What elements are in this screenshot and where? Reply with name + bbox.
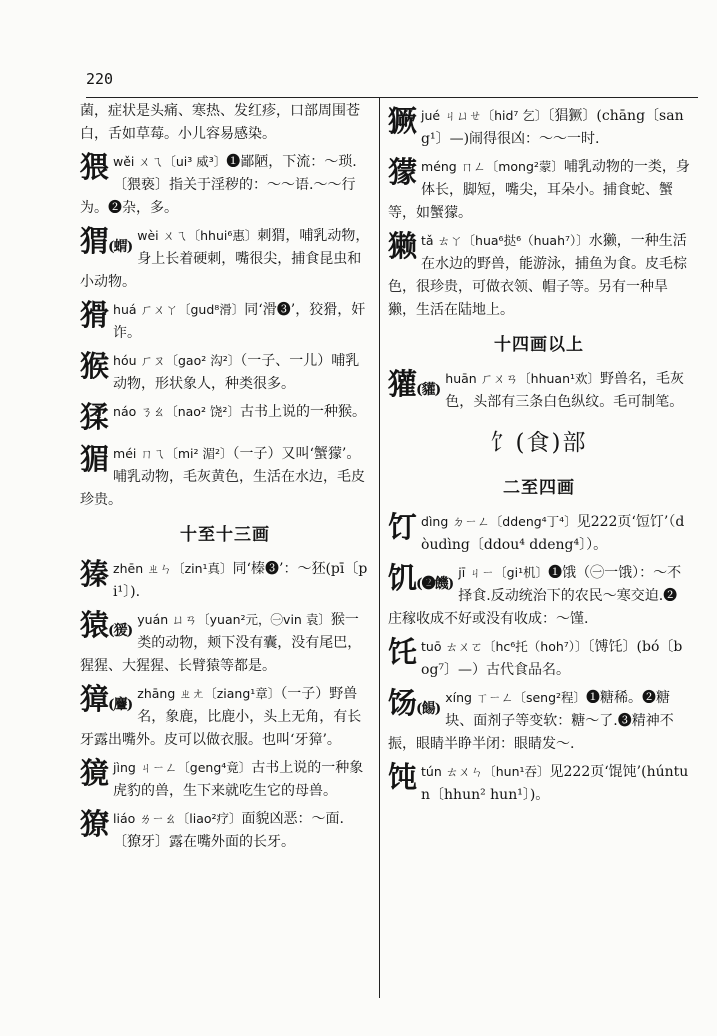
definition: ❶饿（㊀一饿）：～不择食.反动统治下的农民～寒交迫.❷庄稼收成不好或没有收成：～馑.: [388, 565, 682, 627]
dictionary-entry: [80, 756, 370, 803]
definition: 〔猖獗〕(chāng〔sang¹〕—)闹得很凶：～～一时.: [421, 108, 684, 147]
dictionary-entry: [80, 608, 370, 678]
headword: 獐(麞): [80, 682, 133, 716]
dictionary-entry: [80, 442, 370, 512]
dictionary-entry: [388, 760, 690, 807]
definition: 野兽名，毛灰色，头部有三条白色纵纹。毛可制笔。: [445, 371, 685, 410]
definition: ❶糖稀。❷糖块、面剂子等变软：糖～了.❸精神不振，眼睛半睁半闭：眼睛发～.: [388, 690, 674, 752]
dictionary-entry: [80, 150, 370, 220]
pronunciation: tún ㄊㄨㄣ〔hun¹吞〕: [421, 764, 550, 779]
pronunciation: dìng ㄉㄧㄥ〔ddeng⁴丁⁴〕: [421, 514, 577, 529]
variant-form: (貛): [416, 382, 441, 398]
dictionary-entry: [80, 557, 370, 604]
continued-definition: 菌，症状是头痛、寒热、发红疹，口部周围苍白，舌如草莓。小儿容易感染。: [80, 103, 360, 142]
pronunciation: náo ㄋㄠ〔nao² 饶²〕: [113, 404, 240, 419]
dictionary-entry: [388, 686, 690, 756]
section-heading: 十四画以上: [494, 335, 584, 355]
headword: 猥: [80, 150, 109, 184]
left-column: [80, 100, 370, 854]
headword: 饤: [388, 510, 417, 544]
pronunciation: huá ㄏㄨㄚ〔gud⁸滑〕: [113, 302, 245, 317]
definition: 猴一类的动物，颊下没有囊，没有尾巴，猩猩、大猩猩、长臂猿等都是。: [80, 612, 362, 674]
definition: 见222页‘馄饨’(húntun〔hhun² hun¹〕)。: [421, 764, 689, 803]
left-entries: [80, 150, 370, 512]
headword: 猱: [80, 400, 109, 434]
definition: 古书上说的一种象虎豹的兽，生下来就吃生它的母兽。: [113, 760, 364, 799]
pronunciation: tǎ ㄊㄚ〔hua⁶挞⁶（huah⁷）〕: [421, 233, 589, 248]
section-heading-2: 二至四画: [503, 478, 575, 498]
left-entries-2: [80, 557, 370, 854]
pronunciation: zhēn ㄓㄣ〔zin¹真〕: [113, 561, 233, 576]
column-divider: [379, 98, 380, 998]
dictionary-entry: [80, 807, 370, 854]
pronunciation: wěi ㄨㄟ〔ui³ 威³〕: [113, 154, 227, 169]
headword: 獴: [388, 155, 417, 189]
page-number: 220: [86, 70, 114, 88]
headword: 饧(餳): [388, 686, 441, 720]
variant-form: (猨): [108, 623, 133, 639]
right-entries-3: [388, 510, 690, 807]
dictionary-entry: [80, 682, 370, 752]
pronunciation: jī ㄐㄧ〔gi¹机〕: [458, 565, 549, 580]
pronunciation: méi ㄇㄟ〔mi² 湄²〕: [113, 446, 233, 461]
headword: 猿(猨): [80, 608, 133, 642]
pronunciation: liáo ㄌㄧㄠ〔liao²疗〕: [113, 811, 242, 826]
pronunciation: xíng ㄒㄧㄥ〔seng²程〕: [445, 690, 587, 705]
variant-form: (麞): [108, 697, 133, 713]
pronunciation: méng ㄇㄥ〔mong²蒙〕: [421, 159, 564, 174]
pronunciation: huān ㄏㄨㄢ〔hhuan¹欢〕: [445, 371, 601, 386]
dictionary-entry: [388, 367, 690, 414]
dictionary-entry: [388, 155, 690, 225]
headword: 獠: [80, 807, 109, 841]
definition: 水獭，一种生活在水边的野兽，能游泳，捕鱼为食。皮毛棕色，很珍贵，可做衣领、帽子等。另有一种旱獭，生活在陆地上。: [388, 233, 688, 318]
definition: 〔馎饦〕(bó〔bog⁷〕—）古代食品名。: [421, 639, 683, 678]
pronunciation: zhāng ㄓㄤ〔ziang¹章〕: [137, 686, 281, 701]
headword: 饨: [388, 760, 417, 794]
pronunciation: hóu ㄏㄡ〔gao² 沟²〕: [113, 353, 241, 368]
pronunciation: jué ㄐㄩㄝ〔hid⁷ 乞〕: [421, 108, 548, 123]
right-entries: [388, 104, 690, 322]
headword: 饦: [388, 635, 417, 669]
variant-form: (蝟): [108, 239, 133, 255]
definition: 哺乳动物的一类，身体长，脚短，嘴尖，耳朵小。捕食蛇、蟹等，如蟹獴。: [388, 159, 690, 221]
definition: 见222页‘饾饤’（dòudìng〔ddou⁴ ddeng⁴〕）。: [421, 514, 685, 553]
dictionary-entry: [388, 104, 690, 151]
headword: 猬(蝟): [80, 224, 133, 258]
dictionary-entry: [80, 224, 370, 294]
radical-heading: 饣(食)部: [490, 430, 588, 456]
definition: 同‘滑❸’，狡猾，奸诈。: [113, 302, 366, 341]
definition: （一子）野兽名，象鹿，比鹿小，头上无角，有长牙露出嘴外。皮可以做衣服。也叫‘牙獐’。: [80, 686, 362, 748]
dictionary-entry: [388, 561, 690, 631]
variant-form: (❷饑): [416, 576, 454, 592]
right-column: [388, 100, 690, 807]
dictionary-entry: [80, 400, 370, 438]
dictionary-entry: [388, 510, 690, 557]
dictionary-entry: [388, 635, 690, 682]
definition: 面貌凶恶：～面.〔獠牙〕露在嘴外面的长牙。: [113, 811, 344, 850]
pronunciation: tuō ㄊㄨㄛ〔hc⁶托（hoh⁷）〕: [421, 639, 588, 654]
headword: 猾: [80, 298, 109, 332]
dictionary-entry: [80, 298, 370, 345]
dictionary-entry: [80, 349, 370, 396]
right-entries-2: [388, 367, 690, 414]
dictionary-entry: [388, 229, 690, 322]
headword: 猴: [80, 349, 109, 383]
variant-form: (餳): [416, 701, 441, 717]
headword: 獉: [80, 557, 109, 591]
headword: 獾(貛): [388, 367, 441, 401]
section-heading: 十至十三画: [180, 525, 270, 545]
definition: 同‘榛❸’：～狉(pī〔pi¹〕).: [113, 561, 368, 600]
pronunciation: jìng ㄐㄧㄥ〔geng⁴竟〕: [113, 760, 252, 775]
pronunciation: yuán ㄩㄢ〔yuan²元，㊀vin 袁〕: [137, 612, 331, 627]
headword: 獗: [388, 104, 417, 138]
definition: （一子、一儿）哺乳动物，形状象人，种类很多。: [113, 353, 360, 392]
definition: 刺猬，哺乳动物，身上长着硬刺，嘴很尖，捕食昆虫和小动物。: [80, 228, 370, 290]
headword: 猸: [80, 442, 109, 476]
definition: （一子）又叫‘蟹獴’。哺乳动物，毛灰黄色，生活在水边，毛皮珍贵。: [80, 446, 366, 508]
definition: ❶鄙陋，下流：～琐.〔猥亵〕指关于淫秽的：～～语.～～行为。❷杂，多。: [80, 154, 357, 216]
top-rule: [86, 97, 698, 98]
definition: 古书上说的一种猴。: [239, 404, 366, 420]
headword: 饥(❷饑): [388, 561, 454, 595]
pronunciation: wèi ㄨㄟ〔hhui⁶惠〕: [137, 228, 258, 243]
headword: 獍: [80, 756, 109, 790]
headword: 獭: [388, 229, 417, 263]
